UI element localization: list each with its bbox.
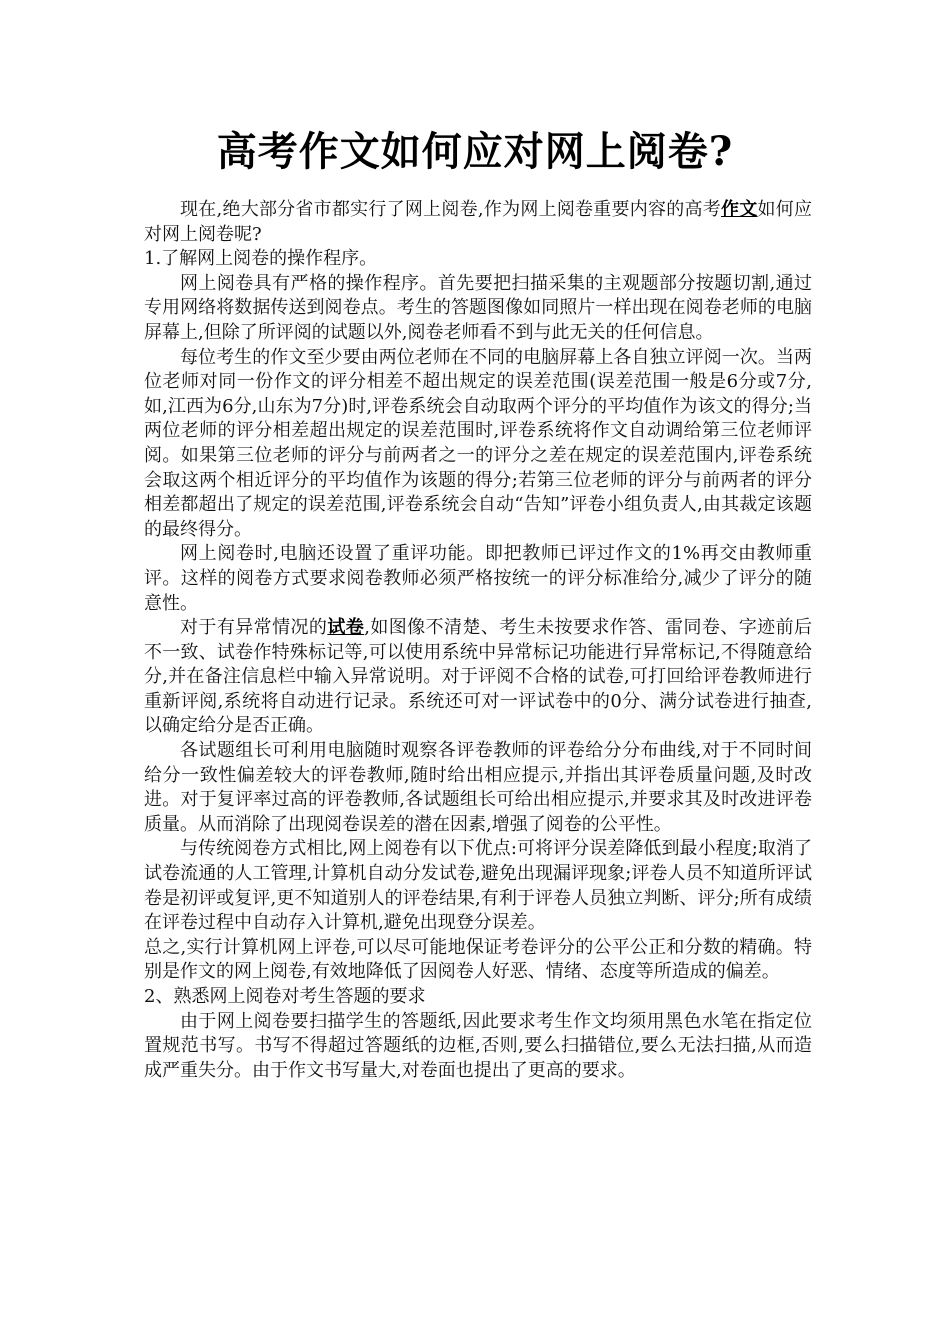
intro-text-before: 现在,绝大部分省市都实行了网上阅卷,作为网上阅卷重要内容的高考 — [180, 199, 722, 220]
essay-link[interactable]: 作文 — [721, 199, 758, 220]
paragraph-conclusion: 总之,实行计算机网上评卷,可以尽可能地保证考卷评分的公平公正和分数的精确。特别是作文的网上阅卷,有效地降低了因阅卷人好恶、情绪、态度等所造成的偏差。 — [144, 936, 812, 983]
intro-text-after: 如何应对网上阅卷呢? — [144, 199, 813, 245]
intro-paragraph — [144, 198, 812, 247]
paragraph-group-leader: 各试题组长可利用电脑随时观察各评卷教师的评卷给分分布曲线,对于不同时间给分一致性偏差较大的评卷教师,随时给出相应提示,并指出其评卷质量问题,及时改进。对于复评率过高的评卷教师,各试题组长可给出相应提示,并要求其及时改进评卷质量。从而消除了出现阅卷误差的潜在因素,增强了阅卷的公平性。 — [144, 740, 812, 835]
paragraph-abnormal-papers — [144, 616, 812, 739]
paragraph-writing-requirements: 由于网上阅卷要扫描学生的答题纸,因此要求考生作文均须用黑色水笔在指定位置规范书写。书写不得超过答题纸的边框,否则,要么扫描错位,要么无法扫描,从而造成严重失分。由于作文书写量大,对卷面也提出了更高的要求。 — [144, 1010, 812, 1081]
abnormal-text-before: 对于有异常情况的 — [180, 617, 328, 639]
document-title: 高考作文如何应对网上阅卷? — [216, 128, 734, 175]
section-2-heading: 2、熟悉网上阅卷对考生答题的要求 — [144, 986, 426, 1007]
paragraph-re-review: 网上阅卷时,电脑还设置了重评功能。即把教师已评过作文的1%再交由教师重评。这样的阅卷方式要求阅卷教师必须严格按统一的评分标准给分,减少了评分的随意性。 — [144, 543, 812, 614]
paragraph-procedure: 网上阅卷具有严格的操作程序。首先要把扫描采集的主观题部分按题切割,通过专用网络将数据传送到阅卷点。考生的答题图像如同照片一样出现在阅卷老师的电脑屏幕上,但除了所评阅的试题以外,阅卷老师看不到与此无关的任何信息。 — [144, 272, 812, 343]
paragraph-advantages: 与传统阅卷方式相比,网上阅卷有以下优点:可将评分误差降低到最小程度;取消了试卷流通的人工管理,计算机自动分发试卷,避免出现漏评现象;评卷人员不知道所评试卷是初评或复评,更不知道别人的评卷结果,有利于评卷人员独立判断、评分;所有成绩在评卷过程中自动存入计算机,避免出现登分误差。 — [144, 838, 812, 934]
exam-paper-link[interactable]: 试卷 — [327, 617, 365, 639]
abnormal-text-after: ,如图像不清楚、考生未按要求作答、雷同卷、字迹前后不一致、试卷作特殊标记等,可以使用系统中异常标记功能进行异常标记,不得随意给分,并在备注信息栏中输入异常说明。对于评阅不合格的试卷,可打回给评卷教师进行重新评阅,系统将自动进行记录。系统还可对一评试卷中的0分、满分试卷进行抽查,以确定给分是否正确。 — [144, 617, 812, 737]
document-body — [144, 198, 812, 1083]
paragraph-double-review: 每位考生的作文至少要由两位老师在不同的电脑屏幕上各自独立评阅一次。当两位老师对同一份作文的评分相差不超出规定的误差范围(误差范围一般是6分或7分,如,江西为6分,山东为7分)时,评卷系统会自动取两个评分的平均值作为该文的得分;当两位老师的评分相差超出规定的误差范围时,评卷系统将作文自动调给第三位老师评阅。如果第三位老师的评分与前两者之一的评分之差在规定的误差范围内,评卷系统会取这两个相近评分的平均值作为该题的得分;若第三位老师的评分与前两者的评分相差都超出了规定的误差范围,评卷系统会自动“告知”评卷小组负责人,由其裁定该题的最终得分。 — [144, 346, 812, 540]
section-1-heading: 1.了解网上阅卷的操作程序。 — [144, 248, 378, 270]
